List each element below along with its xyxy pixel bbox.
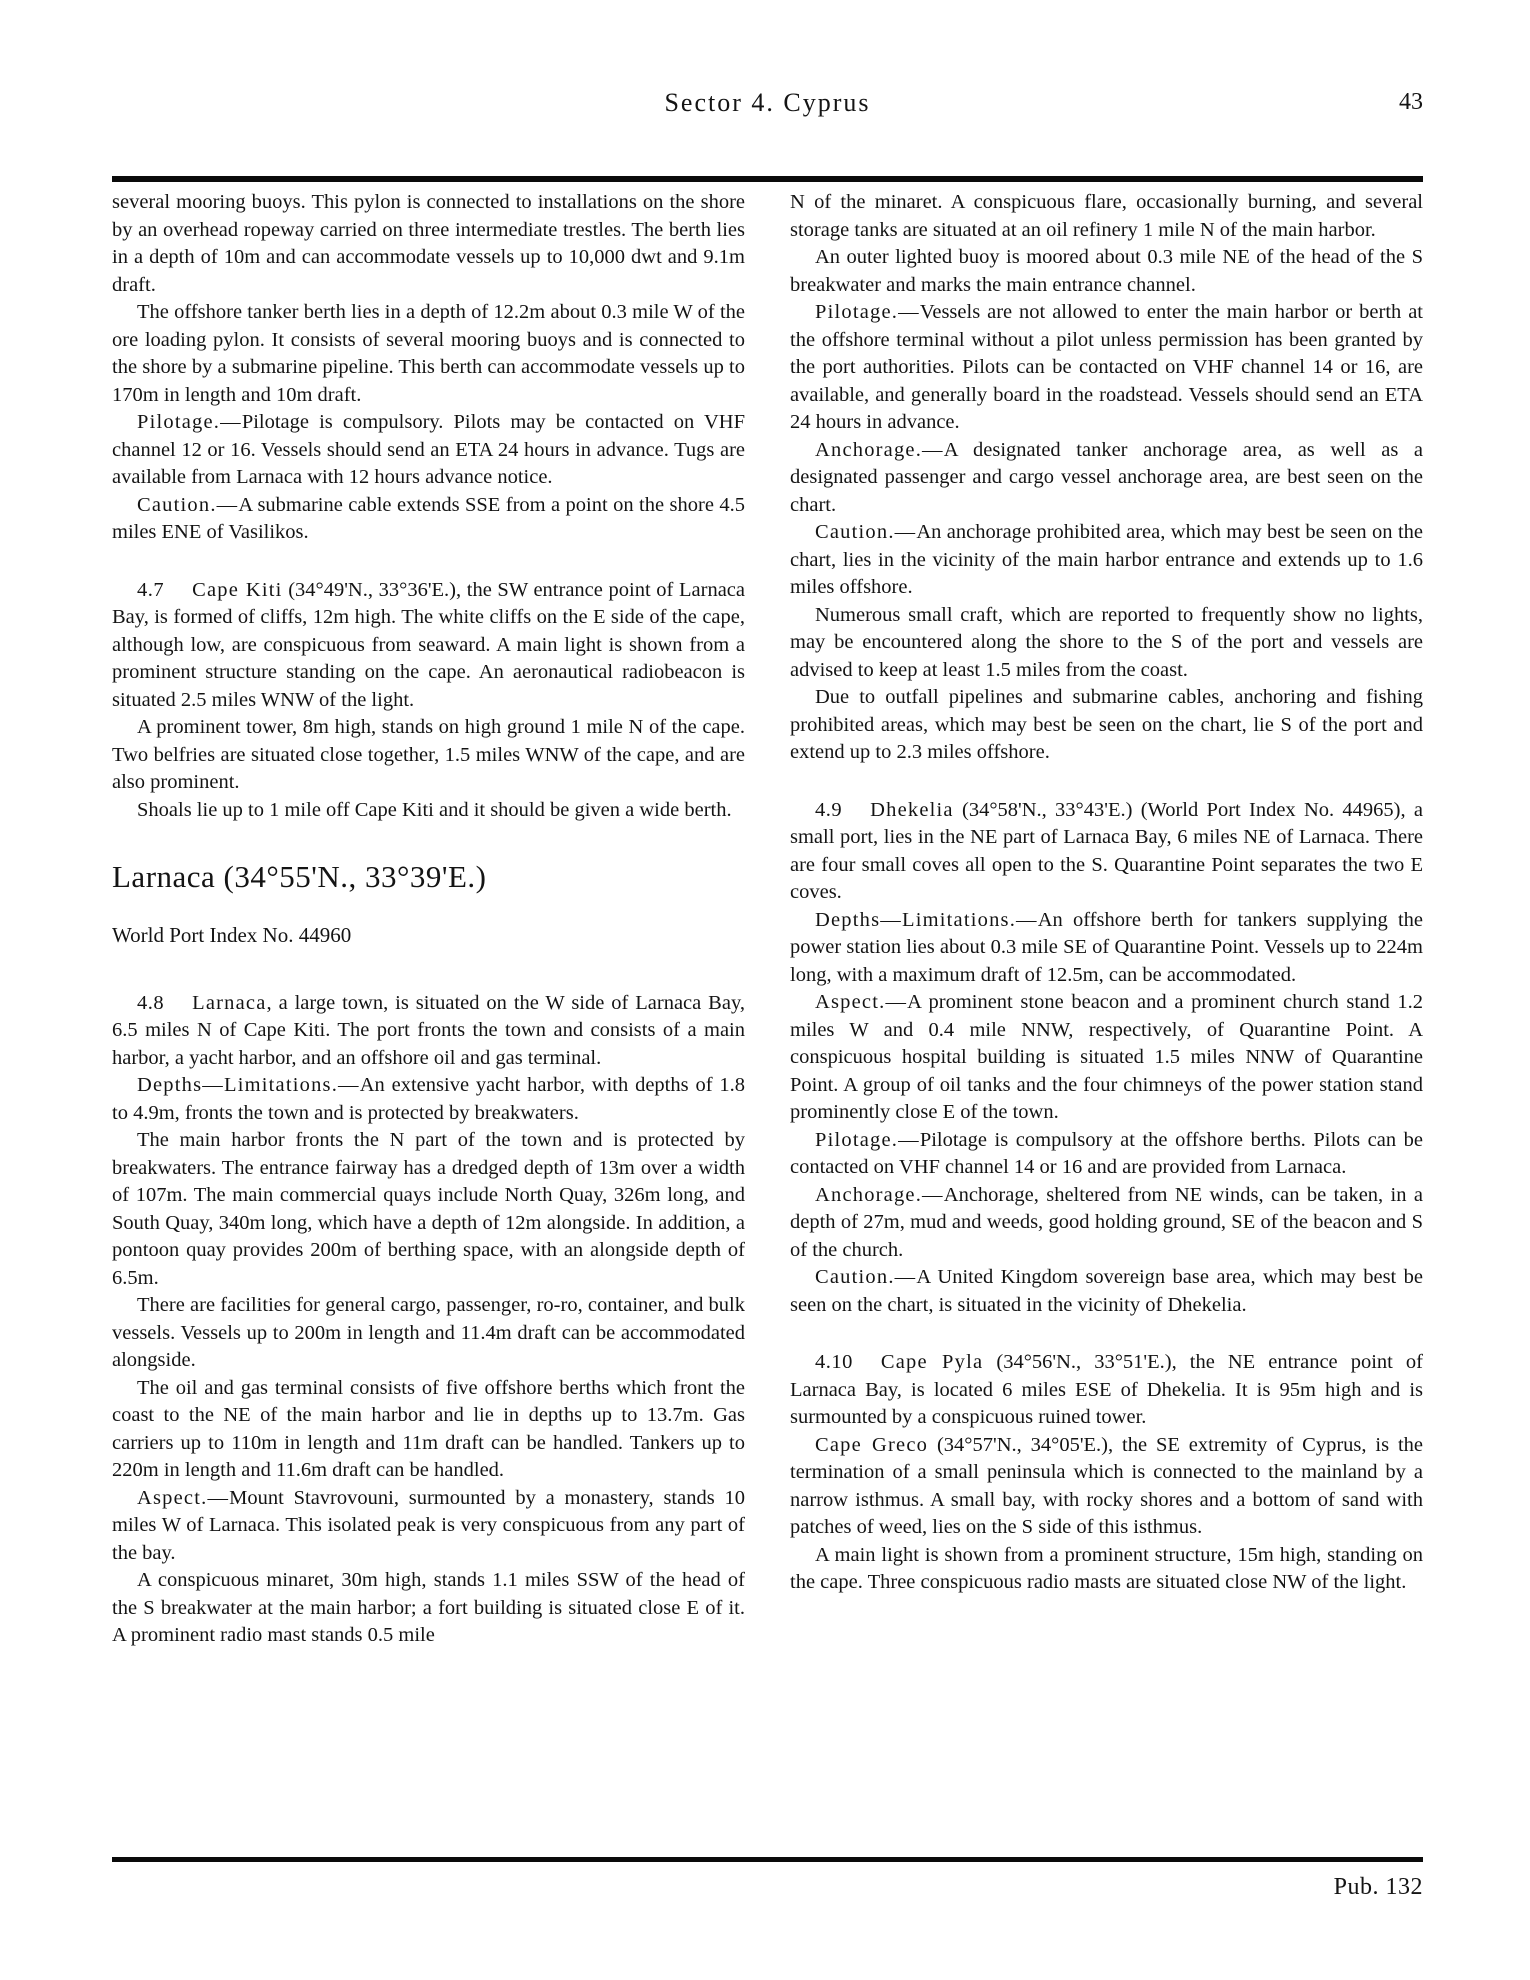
footer-rule <box>112 1857 1423 1862</box>
page-number: 43 <box>1399 89 1423 115</box>
paragraph-text: The offshore tanker berth lies in a depth of 12.2m about 0.3 mile W of the ore loading pylon. It consists of several mooring buoys and is connected to the shore by a submarine pipeline. This berth can accommodate vessels up to 170m in length and 10m draft. <box>112 301 745 406</box>
paragraph <box>790 1542 1423 1597</box>
paragraph-text: The oil and gas terminal consists of five offshore berths which front the coast to the NE of the main harbor and lie in depths up to 13.7m. Gas carriers up to 110m in length and 11m draft can be handled. Tankers up to 220m in length and 11.6m draft can be handled. <box>112 1376 745 1481</box>
paragraph-text: An anchorage prohibited area, which may best be seen on the chart, lies in the vicinity of the main harbor entrance and extends up to 1.6 miles offshore. <box>790 521 1423 598</box>
section-number: 4.8 <box>137 991 165 1014</box>
paragraph-text: Numerous small craft, which are reported to frequently show no lights, may be encountered along the shore to the S of the port and vessels are advised to keep at least 1.5 miles from the coast. <box>790 603 1423 681</box>
lead-term: Anchorage.— <box>815 1183 944 1206</box>
paragraph <box>790 244 1423 299</box>
paragraph <box>790 1182 1423 1265</box>
paragraph-text: (34°57'N., 34°05'E.), the SE extremity of Cyprus, is the termination of a small peninsula which is connected to the mainland by a narrow isthmus. A small bay, with rocky shores and a bottom of sand with patches of weed, lies on the S side of this isthmus. <box>790 1433 1423 1538</box>
paragraph-text: A main light is shown from a prominent structure, 15m high, standing on the cape. Three conspicuous radio masts are situated close NW of the light. <box>790 1543 1423 1593</box>
paragraph-text: N of the minaret. A conspicuous flare, occasionally burning, and several storage tanks are situated at an oil refinery 1 mile N of the main harbor. <box>790 191 1423 241</box>
paragraph <box>790 519 1423 602</box>
lead-term: Pilotage.— <box>815 1128 920 1151</box>
paragraph-text: , a large town, is situated on the W side of Larnaca Bay, 6.5 miles N of Cape Kiti. The port fronts the town and consists of a main harbor, a yacht harbor, and an offshore oil and gas terminal. <box>112 991 745 1069</box>
paragraph-text: A United Kingdom sovereign base area, which may best be seen on the chart, is situated in the vicinity of Dhekelia. <box>790 1266 1423 1316</box>
paragraph-text: An extensive yacht harbor, with depths of 1.8 to 4.9m, fronts the town and is protected by breakwaters. <box>112 1074 745 1124</box>
paragraph <box>112 714 745 797</box>
paragraph <box>790 299 1423 437</box>
lead-term: Cape Greco <box>815 1433 929 1456</box>
paragraph <box>790 1127 1423 1182</box>
paragraph <box>790 1432 1423 1542</box>
paragraph <box>112 409 745 492</box>
text-columns <box>112 189 1423 1854</box>
lead-term: Pilotage.— <box>815 301 920 323</box>
lead-term: Cape Kiti <box>192 578 283 601</box>
paragraph-text: (34°56'N., 33°51'E.), the NE entrance point of Larnaca Bay, is located 6 miles ESE of Dhekelia. It is 95m high and is surmounted by a conspicuous ruined tower. <box>790 1351 1423 1428</box>
paragraph <box>790 602 1423 685</box>
paragraph <box>112 492 745 547</box>
lead-term: Aspect.— <box>137 1486 230 1509</box>
paragraph <box>112 797 745 825</box>
paragraph-text: several mooring buoys. This pylon is connected to installations on the shore by an overhead ropeway carried on three intermediate trestles. The berth lies in a depth of 10m and can accommodate vessels up to 10,000 dwt and 9.1m draft. <box>112 191 745 296</box>
publication-number: Pub. 132 <box>1333 1874 1423 1900</box>
paragraph-text: Pilotage is compulsory at the offshore berths. Pilots can be contacted on VHF channel 14 or 16 and are provided from Larnaca. <box>790 1128 1423 1178</box>
lead-term: Dhekelia <box>870 798 954 821</box>
paragraph <box>790 189 1423 244</box>
lead-term: Caution.— <box>137 493 239 516</box>
paragraph <box>112 1375 745 1485</box>
paragraph-text: (34°58'N., 33°43'E.) (World Port Index No. 44965), a small port, lies in the NE part of Larnaca Bay, 6 miles NE of Larnaca. There are four small coves all open to the S. Quarantine Point separates the two E coves. <box>790 798 1423 903</box>
paragraph-text: Shoals lie up to 1 mile off Cape Kiti and it should be given a wide berth. <box>137 798 732 821</box>
paragraph <box>112 1292 745 1375</box>
lead-term: Depths—Limitations.— <box>815 908 1038 931</box>
paragraph-text: There are facilities for general cargo, passenger, ro-ro, container, and bulk vessels. Vessels up to 200m in length and 11.4m draft can be accommodated alongside. <box>112 1294 745 1371</box>
paragraph-text: Mount Stavrovouni, surmounted by a monastery, stands 10 miles W of Larnaca. This isolated peak is very conspicuous from any part of the bay. <box>112 1486 745 1564</box>
world-port-index-line: World Port Index No. 44960 <box>112 923 352 947</box>
paragraph-text: (34°49'N., 33°36'E.), the SW entrance point of Larnaca Bay, is formed of cliffs, 12m high. The white cliffs on the E side of the cape, although low, are conspicuous from seaward. A main light is shown from a prominent structure standing on the cape. An aeronautical radiobeacon is situated 2.5 miles WNW of the light. <box>112 578 745 711</box>
paragraph <box>112 299 745 409</box>
paragraph-text: Anchorage, sheltered from NE winds, can be taken, in a depth of 27m, mud and weeds, good holding ground, SE of the beacon and S of the church. <box>790 1183 1423 1261</box>
paragraph <box>112 1567 745 1650</box>
paragraph-text: An outer lighted buoy is moored about 0.3 mile NE of the head of the S breakwater and marks the main entrance channel. <box>790 246 1423 296</box>
paragraph-text: Pilotage is compulsory. Pilots may be contacted on VHF channel 12 or 16. Vessels should send an ETA 24 hours in advance. Tugs are available from Larnaca with 12 hours advance notice. <box>112 411 745 488</box>
paragraph <box>112 1127 745 1292</box>
paragraph-text: The main harbor fronts the N part of the town and is protected by breakwaters. The entrance fairway has a dredged depth of 13m over a width of 107m. The main commercial quays include North Quay, 326m long, and South Quay, 340m long, which have a depth of 12m alongside. In addition, a pontoon quay provides 200m of berthing space, with an alongside depth of 6.5m. <box>112 1129 745 1289</box>
page-title: Sector 4. Cyprus <box>664 88 871 117</box>
paragraph <box>112 189 745 299</box>
paragraph <box>790 1349 1423 1432</box>
paragraph <box>790 797 1423 907</box>
paragraph <box>112 1485 745 1568</box>
paragraph <box>112 577 745 715</box>
right-column <box>790 189 1423 1854</box>
paragraph <box>790 437 1423 520</box>
paragraph-text: A prominent tower, 8m high, stands on high ground 1 mile N of the cape. Two belfries are situated close together, 1.5 miles WNW of the cape, and are also prominent. <box>112 716 745 793</box>
section-number: 4.10 <box>815 1351 853 1373</box>
port-section-heading: Larnaca (34°55'N., 33°39'E.) <box>112 859 487 894</box>
page-header <box>112 88 1423 128</box>
paragraph-text: A submarine cable extends SSE from a point on the shore 4.5 miles ENE of Vasilikos. <box>112 493 745 543</box>
paragraph <box>112 990 745 1073</box>
paragraph-text: A prominent stone beacon and a prominent church stand 1.2 miles W and 0.4 mile NNW, respectively, of Quarantine Point. A conspicuous hospital building is situated 1.5 miles NNW of Quarantine Point. A group of oil tanks and the four chimneys of the power station stand prominently close E of the town. <box>790 991 1423 1123</box>
lead-term: Larnaca <box>192 991 267 1014</box>
lead-term: Caution.— <box>815 1266 917 1288</box>
paragraph-text: A designated tanker anchorage area, as well as a designated passenger and cargo vessel anchorage area, are best seen on the chart. <box>790 438 1423 516</box>
paragraph <box>790 1264 1423 1319</box>
section-number: 4.7 <box>137 578 165 601</box>
paragraph-text: An offshore berth for tankers supplying the power station lies about 0.3 mile SE of Quarantine Point. Vessels up to 224m long, with a maximum draft of 12.5m, can be accommodated. <box>790 908 1423 986</box>
lead-term: Aspect.— <box>815 991 908 1013</box>
lead-term: Cape Pyla <box>880 1351 984 1373</box>
lead-term: Caution.— <box>815 521 917 543</box>
left-column <box>112 189 745 1854</box>
section-number: 4.9 <box>815 798 843 821</box>
header-rule <box>112 176 1423 182</box>
paragraph <box>790 907 1423 990</box>
paragraph <box>790 989 1423 1127</box>
paragraph-text: Due to outfall pipelines and submarine cables, anchoring and fishing prohibited areas, which may best be seen on the chart, lie S of the port and extend up to 2.3 miles offshore. <box>790 686 1423 763</box>
lead-term: Depths—Limitations.— <box>137 1074 360 1096</box>
paragraph-text: Vessels are not allowed to enter the main harbor or berth at the offshore terminal without a pilot unless permission has been granted by the port authorities. Pilots can be contacted on VHF channel 14 or 16, are available, and generally board in the roadstead. Vessels should send an ETA 24 hours in advance. <box>790 301 1423 433</box>
paragraph-text: A conspicuous minaret, 30m high, stands 1.1 miles SSW of the head of the S breakwater at the main harbor; a fort building is situated close E of it. A prominent radio mast stands 0.5 mile <box>112 1569 745 1646</box>
lead-term: Anchorage.— <box>815 438 944 461</box>
lead-term: Pilotage.— <box>137 411 242 433</box>
paragraph <box>112 1072 745 1127</box>
paragraph <box>790 684 1423 767</box>
